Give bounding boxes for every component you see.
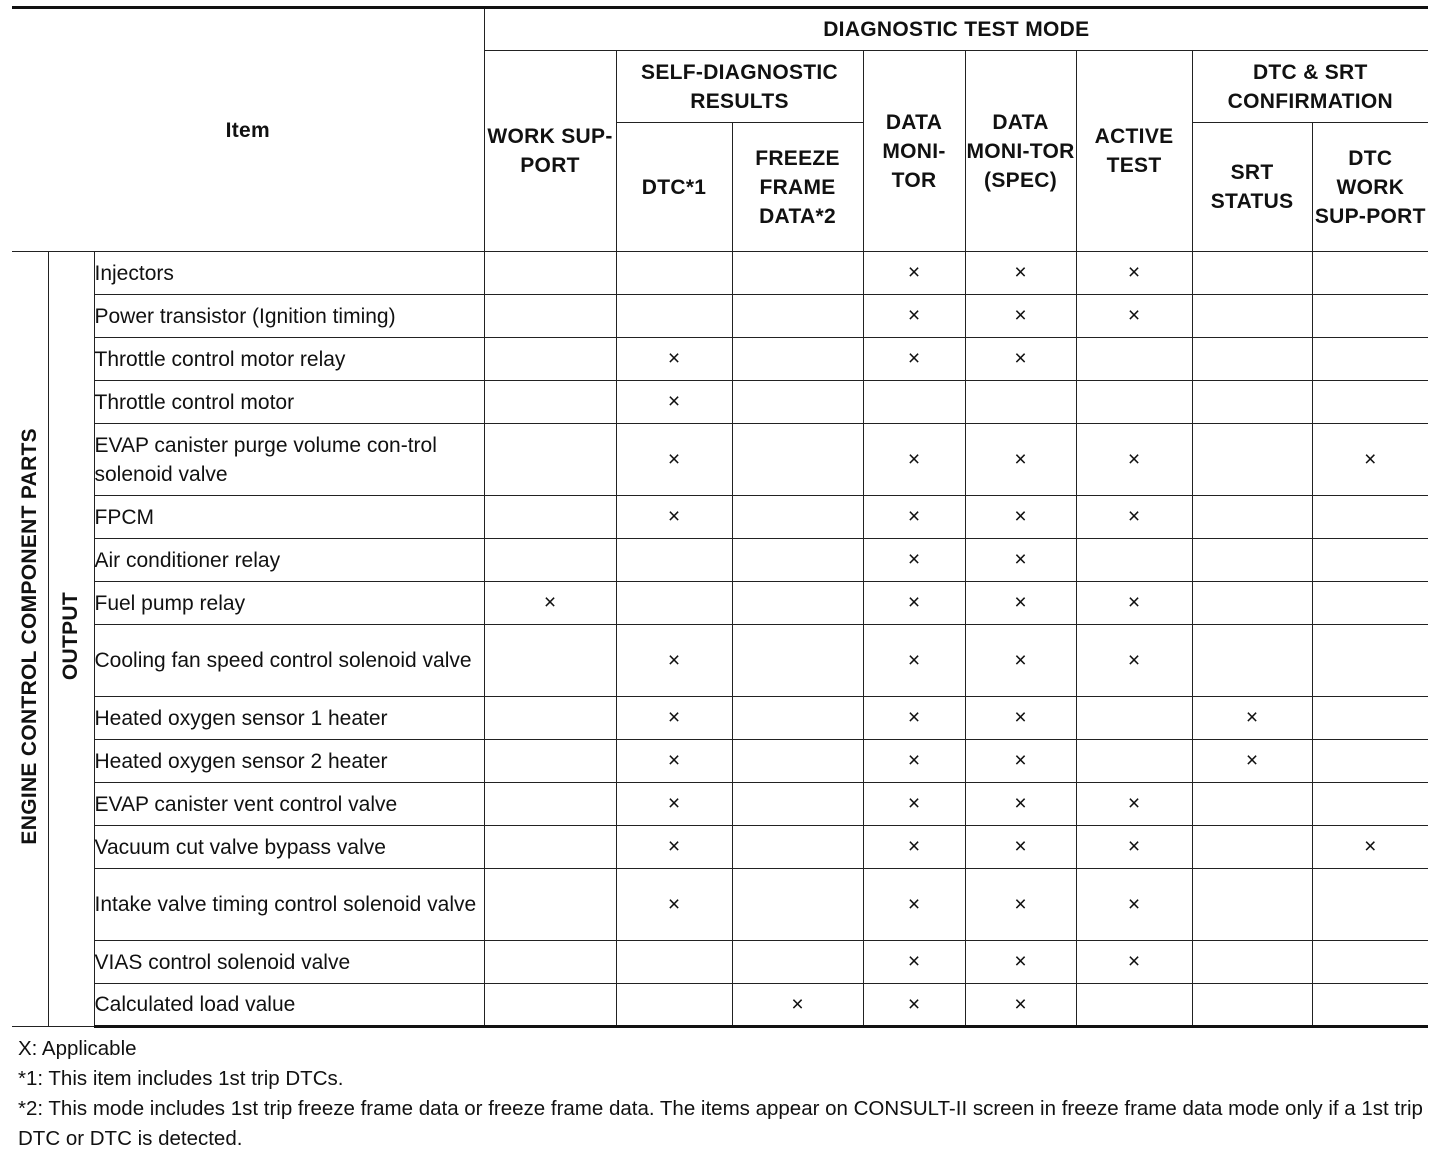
mark-cell <box>616 941 732 984</box>
mark-cell <box>1192 496 1312 539</box>
mark-cell <box>1076 984 1192 1027</box>
mark-cell: × <box>616 740 732 783</box>
mark-cell <box>484 826 616 869</box>
mark-cell: × <box>616 783 732 826</box>
table-row <box>12 424 1428 496</box>
mark-cell: × <box>1312 424 1428 496</box>
mark-cell <box>1312 783 1428 826</box>
item-name: FPCM <box>94 496 484 539</box>
table-row <box>12 539 1428 582</box>
mark-cell <box>732 869 863 941</box>
mark-cell <box>484 984 616 1027</box>
mark-cell: × <box>965 869 1076 941</box>
header-diagnostic-test-mode: DIAGNOSTIC TEST MODE <box>484 8 1428 51</box>
mark-cell <box>484 869 616 941</box>
mark-cell: × <box>863 984 965 1027</box>
mark-cell <box>484 424 616 496</box>
table-row <box>12 295 1428 338</box>
item-name: Throttle control motor relay <box>94 338 484 381</box>
mark-cell <box>965 381 1076 424</box>
mark-cell <box>732 740 863 783</box>
mark-cell: × <box>863 625 965 697</box>
mark-cell <box>616 984 732 1027</box>
mark-cell <box>732 496 863 539</box>
item-name: Throttle control motor <box>94 381 484 424</box>
header-freeze-frame-data: FREEZE FRAME DATA*2 <box>732 123 863 252</box>
mark-cell <box>1312 740 1428 783</box>
mark-cell: × <box>965 625 1076 697</box>
mark-cell: × <box>863 539 965 582</box>
mark-cell: × <box>1076 625 1192 697</box>
mark-cell <box>732 539 863 582</box>
mark-cell: × <box>863 941 965 984</box>
table-row <box>12 582 1428 625</box>
mark-cell <box>1076 697 1192 740</box>
mark-cell <box>732 295 863 338</box>
mark-cell <box>484 697 616 740</box>
mark-cell <box>732 381 863 424</box>
mark-cell: × <box>965 740 1076 783</box>
item-name: Calculated load value <box>94 984 484 1027</box>
mark-cell: × <box>616 625 732 697</box>
mark-cell: × <box>965 338 1076 381</box>
mark-cell: × <box>965 252 1076 295</box>
mark-cell: × <box>616 424 732 496</box>
mark-cell <box>1192 941 1312 984</box>
table-row <box>12 984 1428 1027</box>
mark-cell: × <box>863 582 965 625</box>
table-row <box>12 496 1428 539</box>
mark-cell: × <box>732 984 863 1027</box>
footnote-2: *2: This mode includes 1st trip freeze frame data or freeze frame data. The items appear on CONSULT-II screen in freeze frame data mode only if a 1st trip DTC or DTC is detected. <box>18 1097 1423 1150</box>
mark-cell: × <box>484 582 616 625</box>
table-row <box>12 338 1428 381</box>
mark-cell <box>484 295 616 338</box>
mark-cell <box>1312 697 1428 740</box>
header-data-monitor-spec: DATA MONI-TOR (SPEC) <box>965 51 1076 252</box>
mark-cell <box>1312 625 1428 697</box>
mark-cell <box>732 338 863 381</box>
subgroup-label-cell <box>48 252 94 1027</box>
table-row <box>12 941 1428 984</box>
mark-cell <box>732 582 863 625</box>
mark-cell <box>863 381 965 424</box>
diagnostic-table <box>12 6 1428 1028</box>
mark-cell <box>1192 625 1312 697</box>
mark-cell: × <box>1076 252 1192 295</box>
table-row <box>12 697 1428 740</box>
mark-cell: × <box>965 826 1076 869</box>
mark-cell <box>484 338 616 381</box>
mark-cell <box>1076 338 1192 381</box>
table-row <box>12 252 1428 295</box>
mark-cell <box>1312 252 1428 295</box>
mark-cell <box>1192 252 1312 295</box>
mark-cell: × <box>616 697 732 740</box>
mark-cell: × <box>616 338 732 381</box>
mark-cell <box>732 941 863 984</box>
mark-cell: × <box>616 826 732 869</box>
item-name: EVAP canister purge volume con-trol solenoid valve <box>94 424 484 496</box>
item-name: Cooling fan speed control solenoid valve <box>94 625 484 697</box>
item-name: Fuel pump relay <box>94 582 484 625</box>
item-name: EVAP canister vent control valve <box>94 783 484 826</box>
header-srt-status: SRT STATUS <box>1192 123 1312 252</box>
mark-cell: × <box>965 984 1076 1027</box>
mark-cell <box>732 826 863 869</box>
mark-cell <box>1312 941 1428 984</box>
mark-cell <box>1192 582 1312 625</box>
mark-cell <box>732 424 863 496</box>
mark-cell <box>484 941 616 984</box>
header-item: Item <box>12 8 484 252</box>
table-row <box>12 625 1428 697</box>
mark-cell: × <box>863 252 965 295</box>
mark-cell: × <box>965 582 1076 625</box>
mark-cell <box>1192 826 1312 869</box>
item-name: Intake valve timing control solenoid valve <box>94 869 484 941</box>
mark-cell <box>1312 295 1428 338</box>
mark-cell <box>1192 295 1312 338</box>
subgroup-label: OUTPUT <box>59 591 82 681</box>
mark-cell <box>484 252 616 295</box>
header-dtc: DTC*1 <box>616 123 732 252</box>
mark-cell: × <box>965 783 1076 826</box>
mark-cell: × <box>863 424 965 496</box>
mark-cell: × <box>863 338 965 381</box>
mark-cell <box>1312 582 1428 625</box>
item-name: Vacuum cut valve bypass valve <box>94 826 484 869</box>
mark-cell: × <box>965 941 1076 984</box>
mark-cell: × <box>965 295 1076 338</box>
mark-cell: × <box>1192 697 1312 740</box>
item-name: Heated oxygen sensor 2 heater <box>94 740 484 783</box>
table-body <box>12 252 1428 1027</box>
mark-cell: × <box>863 295 965 338</box>
mark-cell <box>732 783 863 826</box>
mark-cell: × <box>1076 826 1192 869</box>
footnote-1: *1: This item includes 1st trip DTCs. <box>18 1067 344 1090</box>
mark-cell: × <box>965 496 1076 539</box>
mark-cell <box>1192 984 1312 1027</box>
mark-cell <box>484 783 616 826</box>
mark-cell: × <box>1076 424 1192 496</box>
table-row <box>12 869 1428 941</box>
mark-cell <box>484 740 616 783</box>
mark-cell: × <box>965 424 1076 496</box>
mark-cell <box>1076 381 1192 424</box>
mark-cell <box>1076 740 1192 783</box>
mark-cell <box>1312 869 1428 941</box>
header-dtc-srt-confirmation: DTC & SRT CONFIRMATION <box>1192 51 1428 123</box>
mark-cell <box>732 697 863 740</box>
mark-cell: × <box>1076 941 1192 984</box>
mark-cell <box>1192 381 1312 424</box>
mark-cell <box>484 539 616 582</box>
item-name: Heated oxygen sensor 1 heater <box>94 697 484 740</box>
group-label: ENGINE CONTROL COMPONENT PARTS <box>17 427 41 845</box>
footnote-applicable: X: Applicable <box>18 1037 137 1060</box>
mark-cell <box>484 625 616 697</box>
mark-cell: × <box>863 783 965 826</box>
mark-cell <box>1192 338 1312 381</box>
mark-cell: × <box>1076 295 1192 338</box>
mark-cell <box>616 582 732 625</box>
mark-cell: × <box>1076 869 1192 941</box>
item-name: Air conditioner relay <box>94 539 484 582</box>
footnotes <box>18 1034 1433 1154</box>
mark-cell: × <box>616 869 732 941</box>
mark-cell <box>1312 381 1428 424</box>
item-name: VIAS control solenoid valve <box>94 941 484 984</box>
mark-cell <box>1192 869 1312 941</box>
mark-cell <box>484 496 616 539</box>
mark-cell: × <box>965 697 1076 740</box>
mark-cell <box>1312 984 1428 1027</box>
mark-cell: × <box>616 496 732 539</box>
mark-cell <box>1076 539 1192 582</box>
header-data-monitor: DATA MONI-TOR <box>863 51 965 252</box>
mark-cell: × <box>1312 826 1428 869</box>
mark-cell <box>616 295 732 338</box>
mark-cell: × <box>863 740 965 783</box>
mark-cell <box>1192 783 1312 826</box>
table-row <box>12 381 1428 424</box>
mark-cell <box>616 252 732 295</box>
item-name: Power transistor (Ignition timing) <box>94 295 484 338</box>
mark-cell <box>732 252 863 295</box>
mark-cell <box>1192 539 1312 582</box>
table-row <box>12 783 1428 826</box>
mark-cell <box>484 381 616 424</box>
mark-cell <box>616 539 732 582</box>
mark-cell <box>1312 338 1428 381</box>
mark-cell <box>1312 496 1428 539</box>
mark-cell: × <box>965 539 1076 582</box>
header-dtc-work-support: DTC WORK SUP-PORT <box>1312 123 1428 252</box>
mark-cell: × <box>1076 783 1192 826</box>
group-label-cell <box>12 252 48 1027</box>
table-row <box>12 740 1428 783</box>
mark-cell: × <box>863 869 965 941</box>
mark-cell: × <box>863 826 965 869</box>
mark-cell: × <box>616 381 732 424</box>
mark-cell: × <box>1076 582 1192 625</box>
mark-cell <box>732 625 863 697</box>
header-self-diagnostic-results: SELF-DIAGNOSTIC RESULTS <box>616 51 863 123</box>
mark-cell: × <box>863 697 965 740</box>
header-work-support: WORK SUP-PORT <box>484 51 616 252</box>
mark-cell <box>1192 424 1312 496</box>
mark-cell: × <box>863 496 965 539</box>
header-active-test: ACTIVE TEST <box>1076 51 1192 252</box>
table-row <box>12 826 1428 869</box>
mark-cell: × <box>1076 496 1192 539</box>
mark-cell: × <box>1192 740 1312 783</box>
mark-cell <box>1312 539 1428 582</box>
item-name: Injectors <box>94 252 484 295</box>
